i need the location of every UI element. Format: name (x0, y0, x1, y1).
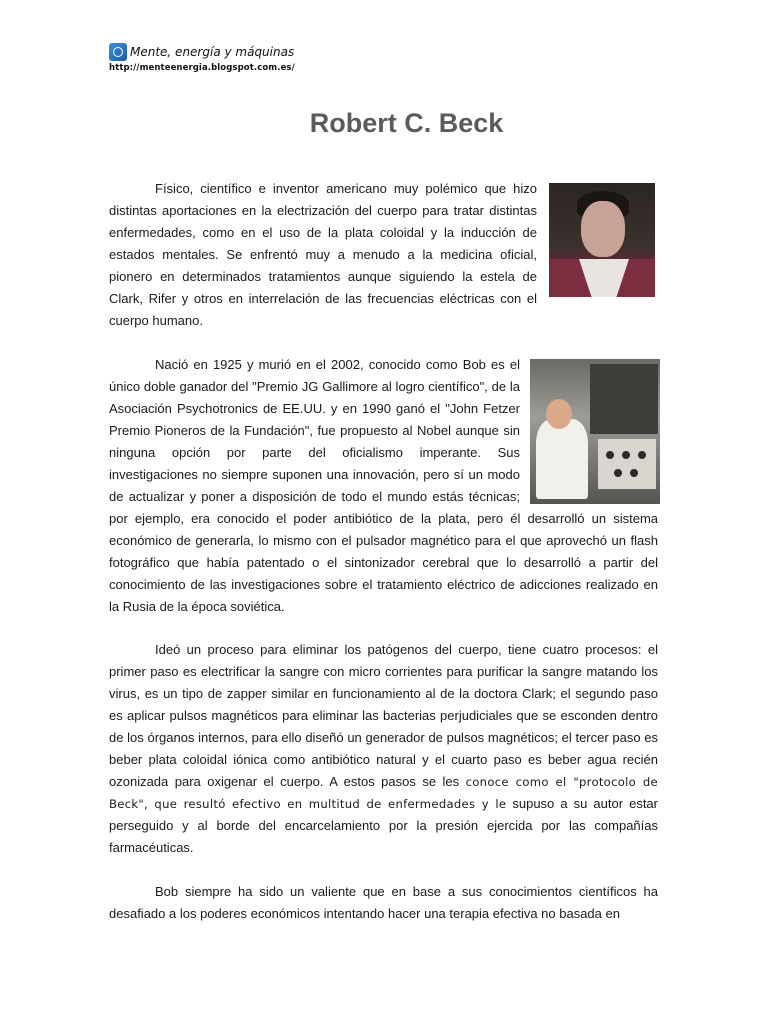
paragraph-3-text-a: Ideó un proceso para eliminar los patógenos del cuerpo, tiene cuatro procesos: el primer paso es electrificar la sangre con micro corrientes para purificar la sangre matando los virus, es un tipo de zapper similar en funcionamiento al de la doctora Clark; el segundo paso es aplicar pulsos magnéticos para eliminar las bacterias perjudiciales que se esconden dentro de los órganos internos, para ello diseñó un generador de pulsos magnéticos; el tercer paso es beber plata coloidal iónica como antibiótico natural y el cuarto paso es beber agua recién ozonizada para oxigenar el cuerpo. A estos pasos se les (109, 642, 658, 789)
document-header (109, 42, 509, 73)
site-url[interactable]: http://menteenergia.blogspot.com.es/ (109, 63, 295, 73)
paragraph-3-text-b: conoce como el "protocolo de Beck", que resultó efectivo en multitud de enfermedades y le (109, 775, 658, 811)
paragraph-3 (109, 639, 658, 859)
paragraph-2 (109, 354, 658, 618)
paragraph-2-text: Nació en 1925 y murió en el 2002, conocido como Bob es el único doble ganador del "Premio JG Gallimore al logro científico", de la Asociación Psychotronics de EE.UU. y en 1990 ganó el "John Fetzer Premio Pioneros de la Fundación", fue propuesto al Nobel aunque sin ninguna opción por parte del oficialismo imperante. Sus investigaciones no siempre suponen una innovación, pero sí un modo de actualizar y poner a disposición de todo el mundo estás técnicas; por ejemplo, era conocido el poder antibiótico de la plata, pero él desarrolló un sistema económico de generarla, lo mismo con el pulsador magnético para el que aprovechó un flash fotográfico que había patentado o el sintonizador cerebral que lo desarrolló a partir del conocimiento de las investigaciones sobre el tratamiento eléctrico de adicciones realizado en la Rusia de la época soviética. (109, 357, 658, 614)
page-title: Robert C. Beck (309, 108, 504, 138)
paragraph-4 (109, 881, 658, 925)
blog-logo-icon (109, 43, 127, 61)
paragraph-1-text: Físico, científico e inventor americano muy polémico que hizo distintas aportaciones en la electrización del cuerpo para tratar distintas enfermedades, como en el uso de la plata coloidal y la inducción de estados mentales. Se enfrentó muy a menudo a la medicina oficial, pionero en determinados tratamientos aunque siguiendo la estela de Clark, Rifer y otros en interrelación de las frecuencias eléctricas con el cuerpo humano. (109, 181, 537, 328)
logo-row (109, 42, 509, 62)
paragraph-1 (109, 178, 537, 332)
paragraph-4-text: Bob siempre ha sido un valiente que en base a sus conocimientos científicos ha desafiado a los poderes económicos intentando hacer una terapia efectiva no basada en (109, 884, 658, 921)
site-name: Mente, energía y máquinas (130, 45, 295, 59)
paragraph-3-text-c: supuso a su autor estar perseguido y al borde del encarcelamiento por la presión ejercida por las compañías farmacéuticas. (109, 796, 658, 855)
portrait-photo (549, 183, 655, 297)
